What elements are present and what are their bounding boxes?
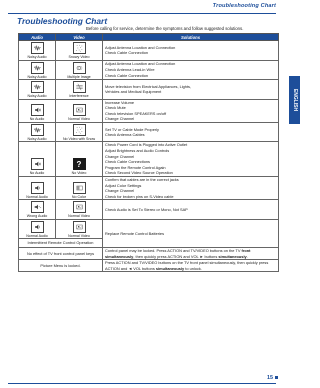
solution-line: Check Power Cord is Plugged into Active Outlet	[105, 142, 188, 148]
symptom-label: Noisy Audio	[27, 74, 47, 79]
symptom-cell	[56, 219, 103, 239]
symptom-merged-cell: Intermittent Remote Control Operation	[19, 239, 103, 248]
solution-line: Check television SPEAKERS on/off	[105, 110, 167, 116]
solution-line: Check for broken pins on S-Video cable	[105, 193, 174, 199]
table-row	[19, 200, 279, 220]
language-tab	[289, 76, 300, 124]
icon-drawing	[75, 83, 84, 91]
solution-line: Change Channel	[105, 116, 135, 122]
solution-line: Check Cable Connection	[105, 72, 149, 78]
icon-drawing	[33, 106, 42, 114]
solution-text: Press ACTION and TV/VIDEO buttons on the TV front panel simultaneously, then quickly press ACTION and ◄ VOL buttons	[105, 260, 269, 271]
symptom-cell	[56, 80, 103, 100]
solution-cell	[103, 219, 279, 247]
symptom-label: Interference	[69, 94, 89, 98]
symptom-cell	[56, 142, 103, 177]
icon-drawing	[75, 203, 84, 211]
top-rule	[8, 13, 276, 14]
no-audio-icon	[31, 158, 44, 170]
symptom-cell	[56, 176, 103, 199]
solution-line: Change Channel	[105, 153, 135, 159]
column-header-video: Video	[56, 34, 103, 41]
solution-line: Adjust Antenna Location and Connection	[105, 44, 176, 50]
no-color-icon	[73, 182, 86, 194]
icon-drawing	[75, 223, 84, 231]
symptom-label: Normal Audio	[26, 194, 48, 199]
normal-video-icon	[73, 201, 86, 213]
solution-line: Check Cable Connection	[105, 50, 149, 56]
symptom-label: Normal Audio	[26, 233, 48, 238]
symptom-cell	[19, 176, 56, 199]
noise-icon	[31, 124, 44, 136]
normal-audio-icon	[31, 221, 44, 233]
symptom-cell	[56, 200, 103, 220]
running-head: Troubleshooting Chart	[212, 3, 276, 9]
solution-cell	[103, 99, 279, 122]
table-row	[19, 80, 279, 100]
symptom-label: No Audio	[29, 117, 45, 122]
symptom-merged-cell: Picture Menu is locked.	[19, 260, 103, 272]
icon-drawing	[75, 184, 84, 192]
solution-line: Increase Volume	[105, 99, 134, 105]
page-title: Troubleshooting Chart	[17, 16, 108, 26]
icon-drawing	[33, 44, 42, 52]
snow-icon	[73, 42, 86, 54]
solution-line: Move television from Electrical Appliances, Lights,	[105, 83, 192, 89]
normal-audio-icon	[31, 182, 44, 194]
solution-cell	[103, 142, 279, 177]
symptom-cell	[19, 200, 56, 220]
symptom-label: No Color	[71, 194, 87, 199]
solution-line: Adjust Color Settings	[105, 182, 142, 188]
symptom-cell	[19, 60, 56, 80]
solution-text: , then quickly press ACTION and VOL ► buttons	[133, 253, 219, 259]
icon-drawing	[33, 83, 42, 91]
solution-text: to unlock.	[184, 265, 202, 271]
solution-line: Adjust Brightness and Audio Controls	[105, 147, 170, 153]
bottom-rule	[8, 383, 276, 384]
icon-drawing	[33, 160, 42, 168]
solution-cell	[103, 200, 279, 220]
symptom-cell	[56, 99, 103, 122]
symptom-label: Normal Video	[68, 233, 90, 238]
snow-icon	[73, 124, 86, 136]
solution-line: Program the Remote Control Again	[105, 164, 166, 170]
solution-line: Set TV or Cable Mode Properly	[105, 126, 159, 132]
table-row	[19, 176, 279, 199]
icon-drawing	[75, 126, 84, 134]
symptom-label: Noisy Audio	[27, 94, 47, 98]
symptom-cell	[56, 41, 103, 61]
symptom-cell	[56, 60, 103, 80]
solution-cell	[103, 80, 279, 100]
troubleshooting-table	[18, 33, 279, 272]
symptom-label: No Video with Snow	[62, 136, 96, 141]
page-number	[267, 375, 278, 381]
symptom-merged-cell: No effect of TV front control panel keys	[19, 247, 103, 259]
solution-line: Check Antenna Cables	[105, 132, 145, 138]
normal-video-icon	[73, 221, 86, 233]
table-row	[19, 219, 279, 239]
intro-text: Before calling for service, determine the symptoms and follow suggested solutions.	[86, 26, 244, 31]
page-number-square	[275, 376, 279, 380]
symptom-cell	[19, 41, 56, 61]
icon-drawing	[33, 203, 42, 211]
noise-icon	[31, 62, 44, 74]
symptom-cell	[56, 122, 103, 142]
solution-line: Check Second Video Source Operation	[105, 170, 173, 176]
solution-cell	[103, 122, 279, 142]
icon-drawing	[75, 44, 84, 52]
icon-drawing	[33, 223, 42, 231]
solution-cell	[103, 41, 279, 61]
no-audio-icon	[31, 104, 44, 116]
symptom-cell	[19, 122, 56, 142]
solution-line: Replace Remote Control Batteries	[105, 230, 165, 236]
symptom-label: Wrong Audio	[26, 214, 48, 219]
table-row	[19, 142, 279, 177]
page-number-value: 15	[267, 375, 273, 381]
symptom-label: Noisy Audio	[27, 55, 47, 59]
column-header-audio: Audio	[19, 34, 56, 41]
table-row	[19, 247, 279, 259]
solution-text: front simultaneously	[105, 247, 251, 259]
solution-cell	[103, 60, 279, 80]
normal-video-icon	[73, 104, 86, 116]
language-tab-label: ENGLISH	[291, 88, 298, 112]
solution-text: simultaneously	[218, 253, 247, 259]
symptom-cell	[19, 142, 56, 177]
symptom-cell	[19, 99, 56, 122]
symptom-label: Noisy Audio	[27, 136, 47, 141]
solution-line: Check Mute	[105, 105, 126, 111]
solution-cell	[103, 247, 279, 259]
icon-drawing	[75, 106, 84, 114]
solution-cell	[103, 176, 279, 199]
symptom-cell	[19, 219, 56, 239]
table-header-row	[19, 34, 279, 41]
icon-glyph: ?	[76, 160, 82, 170]
symptom-label: No Audio	[29, 171, 45, 176]
icon-drawing	[33, 126, 42, 134]
interference-icon	[73, 81, 86, 93]
icon-drawing	[75, 64, 84, 72]
solution-line: Vehicles and Medical Equipment	[105, 89, 162, 95]
table-row	[19, 41, 279, 61]
solution-text: simultaneously	[155, 265, 185, 271]
solution-line: Adjust Antenna Location and Connection	[105, 61, 176, 67]
symptom-label: Normal Video	[68, 117, 90, 122]
table-row	[19, 99, 279, 122]
multiple-image-icon	[73, 62, 86, 74]
table-row	[19, 122, 279, 142]
symptom-label: No Video	[71, 171, 87, 176]
symptom-label: Multiple Image	[67, 74, 91, 79]
solution-line: Check Audio is Set To Stereo or Mono, Not SAP	[105, 206, 188, 212]
table-body	[19, 41, 279, 272]
symptom-cell	[19, 80, 56, 100]
solution-text: .	[246, 253, 248, 259]
solution-text: Control panel may be locked. Press ACTION and TV/VIDEO buttons on the TV	[105, 247, 242, 253]
question-icon	[73, 158, 86, 170]
solution-line: Check Cable Connections	[105, 159, 150, 165]
column-header-solutions: Solutions	[103, 34, 279, 41]
solution-line: Change Channel	[105, 188, 135, 194]
solution-cell	[103, 260, 279, 272]
symptom-label: Snowy Video	[68, 55, 90, 59]
solution-line: Confirm that cables are in the correct jacks	[105, 176, 179, 182]
table-row	[19, 60, 279, 80]
noise-icon	[31, 42, 44, 54]
icon-drawing	[33, 184, 42, 192]
noise-icon	[31, 81, 44, 93]
symptom-label: Normal Video	[68, 214, 90, 219]
wrong-audio-icon	[31, 201, 44, 213]
table-row	[19, 260, 279, 272]
solution-line: Check Antenna Lead-in Wire	[105, 66, 155, 72]
icon-drawing	[33, 64, 42, 72]
